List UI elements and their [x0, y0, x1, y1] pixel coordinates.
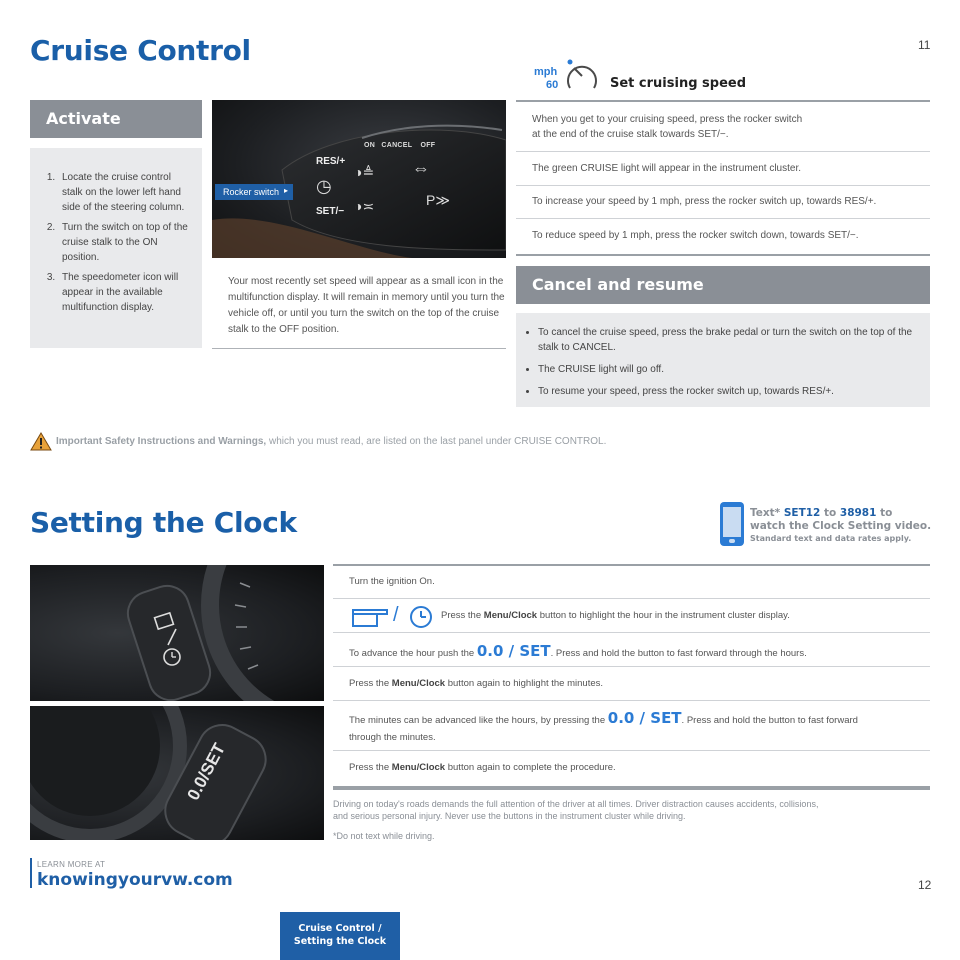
- cancel-resume-panel: [516, 313, 930, 407]
- learn-more-label: LEARN MORE AT: [37, 860, 106, 869]
- set-button-ref: 0.0 / SET: [607, 709, 682, 727]
- step-text: Press the: [349, 762, 392, 773]
- cancel-resume-list: [516, 313, 930, 399]
- cruise-stalk-photo: [212, 100, 506, 258]
- stalk-label-res: RES/+: [316, 156, 346, 167]
- step-text: . Press and hold the button to fast forward through the hours.: [550, 648, 807, 659]
- cancel-resume-item: • To cancel the cruise speed, press the brake pedal or turn the switch on the top of the stalk to CANCEL.: [538, 325, 916, 355]
- step-text: The minutes can be advanced like the hours, by pressing the: [349, 715, 608, 726]
- menu-clock-label: Menu/Clock: [391, 678, 446, 689]
- section-tab-line2: Setting the Clock: [293, 936, 387, 947]
- footer-accent-bar: [30, 858, 32, 888]
- divider: [333, 632, 930, 633]
- activate-banner: [30, 100, 202, 138]
- clock-step: Turn the ignition On.: [349, 576, 435, 587]
- divider: [516, 185, 930, 186]
- step-text: . Press and hold the button to fast forward: [681, 715, 858, 726]
- promo-suffix: to: [876, 507, 893, 519]
- set-speed-para: When you get to your cruising speed, press the rocker switch at the end of the cruise stalk towards SET/−.: [532, 114, 803, 140]
- gauge-icon: [564, 58, 600, 94]
- divider: [333, 750, 930, 751]
- divider: [333, 700, 930, 701]
- callout-arrow-icon: ▸: [284, 186, 289, 195]
- set-speed-para: The green CRUISE light will appear in the instrument cluster.: [532, 163, 802, 174]
- step-text: button again to highlight the minutes.: [445, 678, 604, 689]
- activate-step: 1. Locate the cruise control stalk on the lower left hand side of the steering column.: [58, 170, 188, 215]
- step-text: To advance the hour push the: [349, 648, 477, 659]
- menu-clock-label: Menu/Clock: [391, 762, 446, 773]
- mph-value: 60: [546, 79, 559, 91]
- set-speed-para: To reduce speed by 1 mph, press the rocker switch down, towards SET/−.: [532, 230, 859, 241]
- mph-unit: mph: [534, 66, 558, 78]
- fog-light-icon: ◑≍: [354, 198, 375, 214]
- promo-prefix: Text*: [750, 507, 784, 519]
- set-speed-para: To increase your speed by 1 mph, press the rocker switch up, towards RES/+.: [532, 196, 877, 207]
- step-text: button to highlight the hour in the instrument cluster display.: [537, 610, 790, 621]
- clock-step: [441, 610, 790, 621]
- texting-footnote: *Do not text while driving.: [333, 831, 435, 841]
- section-tab[interactable]: [280, 912, 400, 960]
- divider: [516, 254, 930, 256]
- text-promo: [750, 507, 931, 544]
- divider: [516, 218, 930, 219]
- set-speed-heading: Set cruising speed: [610, 76, 747, 91]
- safety-warning: [30, 432, 930, 452]
- step-text: Press the: [349, 678, 392, 689]
- turn-signal-icon: ⇔: [412, 158, 430, 178]
- activate-step: 3. The speedometer icon will appear in the available multifunction display.: [58, 270, 188, 315]
- step-text: through the minutes.: [349, 732, 436, 743]
- set-button-illustration: [30, 706, 324, 840]
- activate-heading: Activate: [46, 109, 121, 128]
- memory-note: Your most recently set speed will appear as a small icon in the multifunction display. It will remain in memory until you turn the vehicle off, or until you turn the switch on the top of the cruise stalk to the OFF position.: [228, 276, 505, 335]
- menu-car-icon: [349, 606, 389, 630]
- step-text: Press the: [441, 610, 484, 621]
- section-tab-line1: Cruise Control /: [298, 923, 382, 934]
- clock-step: [349, 710, 858, 746]
- cancel-resume-item: • The CRUISE light will go off.: [538, 362, 916, 377]
- warning-bold: Important Safety Instructions and Warnings,: [56, 436, 267, 447]
- stalk-label-on: ON: [364, 142, 376, 149]
- set-button-ref: 0.0 / SET: [476, 642, 551, 660]
- menu-clock-button-photo: [30, 565, 324, 701]
- stalk-label-set: SET/−: [316, 206, 345, 217]
- divider: [516, 100, 930, 102]
- promo-number: 38981: [839, 507, 877, 519]
- slash-separator-icon: /: [393, 604, 399, 626]
- headlight-icon: ◑≜: [354, 164, 375, 180]
- car-menu-icon: [349, 606, 389, 630]
- rocker-switch-label: Rocker switch: [223, 187, 280, 197]
- menu-clock-label: Menu/Clock: [483, 610, 538, 621]
- set-button-label: 0.0/SET: [183, 740, 230, 804]
- activate-step: 2. Turn the switch on top of the cruise stalk to the ON position.: [58, 220, 188, 265]
- page-number: 12: [918, 878, 932, 892]
- menu-clock-illustration: [30, 565, 324, 701]
- cancel-resume-heading: Cancel and resume: [532, 275, 704, 294]
- activate-steps: [30, 148, 202, 315]
- promo-line3: Standard text and data rates apply.: [750, 534, 912, 543]
- divider: [333, 666, 930, 667]
- activate-panel: [30, 148, 202, 348]
- speedometer-icon: ◷: [316, 176, 332, 196]
- promo-to: to: [820, 507, 840, 519]
- page-number: 11: [918, 38, 931, 52]
- page-title-cruise-control: Cruise Control: [30, 34, 251, 67]
- stalk-label-cancel: CANCEL: [381, 142, 413, 149]
- set-button-photo: [30, 706, 324, 840]
- step-text: button again to complete the procedure.: [445, 762, 616, 773]
- warning-triangle-icon: [30, 432, 52, 451]
- divider: [516, 151, 930, 152]
- divider: [333, 564, 930, 566]
- promo-line2: watch the Clock Setting video.: [750, 520, 932, 532]
- speedometer-mph-icon: [530, 58, 600, 94]
- clock-step: [349, 762, 616, 773]
- divider: [333, 786, 930, 790]
- cancel-resume-item: • To resume your speed, press the rocker switch up, towards RES/+.: [538, 384, 916, 399]
- warning-text: which you must read, are listed on the last panel under CRUISE CONTROL.: [266, 436, 607, 447]
- driver-distraction-disclaimer: Driving on today's roads demands the full attention of the driver at all times. Driver distraction causes accidents, collisions, and serious personal injury. Never use the buttons in the instrument cluster while driving.: [333, 799, 819, 821]
- page-title-setting-clock: Setting the Clock: [30, 506, 297, 539]
- divider: [212, 348, 506, 349]
- promo-code: SET12: [783, 507, 821, 519]
- stalk-label-off: OFF: [420, 142, 436, 149]
- clock-step: [349, 678, 603, 689]
- website-link[interactable]: knowingyourvw.com: [37, 870, 233, 890]
- rocker-switch-callout: [215, 184, 293, 200]
- parking-light-icon: P≫: [426, 192, 450, 208]
- clock-icon: [409, 605, 433, 629]
- cancel-resume-banner: [516, 266, 930, 304]
- divider: [333, 598, 930, 599]
- phone-icon: [720, 502, 744, 546]
- clock-step: [349, 642, 807, 660]
